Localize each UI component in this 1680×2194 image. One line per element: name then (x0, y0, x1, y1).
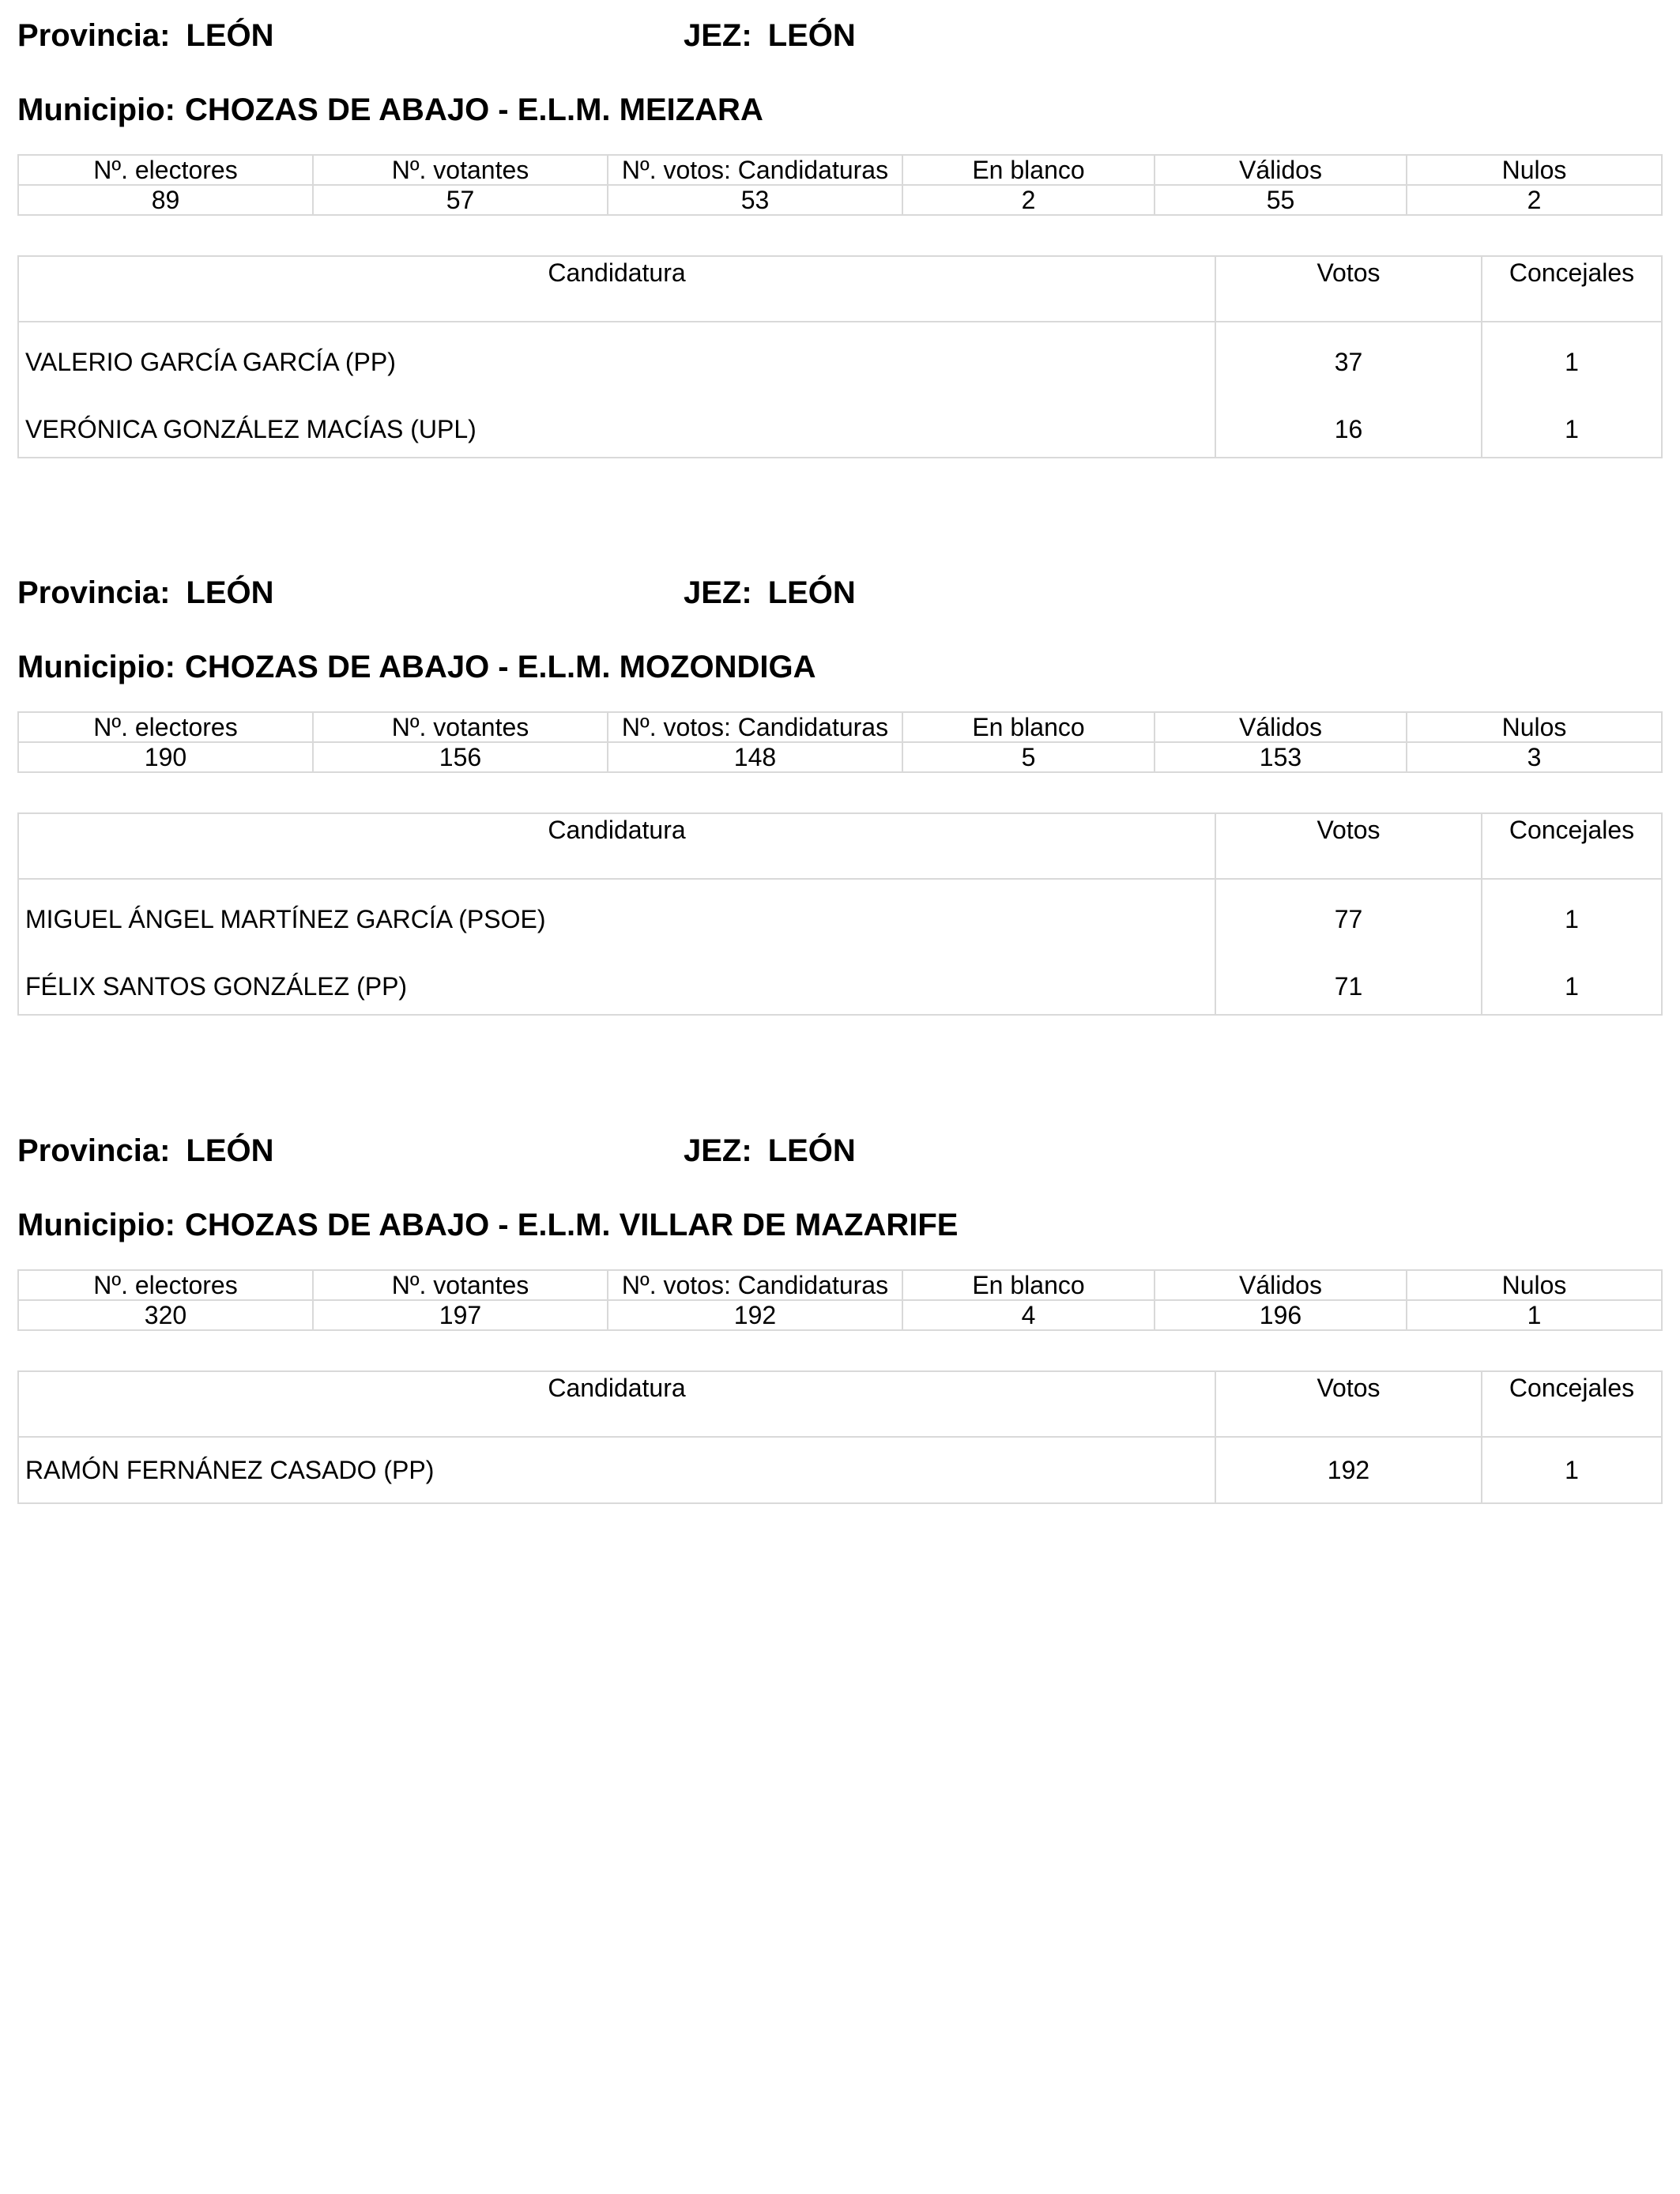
stats-value-cell: 196 (1155, 1300, 1407, 1330)
stats-header-cell: Válidos (1155, 155, 1407, 185)
stats-header-cell: Nulos (1407, 155, 1662, 185)
stats-header-row (18, 1270, 1662, 1300)
stats-header-row (18, 155, 1662, 185)
stats-value-cell: 2 (1407, 185, 1662, 215)
provincia-line (17, 12, 856, 59)
provincia-label: Provincia: (17, 575, 171, 610)
candidates-header-row (18, 256, 1662, 322)
stats-table (17, 711, 1663, 773)
concejales-header: Concejales (1482, 1371, 1662, 1437)
jez-line (684, 12, 856, 59)
jez-value: LEÓN (767, 1133, 856, 1168)
candidates-table (17, 1370, 1663, 1504)
candidate-concejales: 1 (1482, 879, 1662, 959)
candidates-header-row (18, 813, 1662, 879)
municipio-label: Municipio: (17, 650, 175, 684)
stats-value-cell: 192 (608, 1300, 902, 1330)
votos-header: Votos (1215, 813, 1482, 879)
jez-line (684, 569, 856, 616)
stats-header-cell: En blanco (902, 155, 1155, 185)
stats-value-cell: 2 (902, 185, 1155, 215)
stats-header-cell: Nº. votos: Candidaturas (608, 712, 902, 742)
municipio-line (17, 86, 763, 134)
stats-value-cell: 4 (902, 1300, 1155, 1330)
stats-value-row (18, 185, 1662, 215)
stats-header-cell: Nº. electores (18, 1270, 313, 1300)
candidate-votos: 77 (1215, 879, 1482, 959)
stats-value-cell: 320 (18, 1300, 313, 1330)
stats-header-cell: Válidos (1155, 1270, 1407, 1300)
stats-table (17, 1269, 1663, 1331)
municipio-value: CHOZAS DE ABAJO - E.L.M. VILLAR DE MAZARIFE (184, 1208, 959, 1242)
provincia-label: Provincia: (17, 1133, 171, 1168)
table-row (18, 879, 1662, 959)
candidates-header-row (18, 1371, 1662, 1437)
candidatura-header: Candidatura (18, 813, 1215, 879)
candidate-concejales: 1 (1482, 322, 1662, 401)
stats-value-row (18, 742, 1662, 772)
jez-line (684, 1127, 856, 1174)
table-row (18, 322, 1662, 401)
stats-header-row (18, 712, 1662, 742)
votos-header: Votos (1215, 1371, 1482, 1437)
stats-value-row (18, 1300, 1662, 1330)
stats-header-cell: Nº. votantes (313, 155, 608, 185)
concejales-header: Concejales (1482, 256, 1662, 322)
jez-value: LEÓN (767, 575, 856, 610)
municipio-line (17, 1201, 958, 1249)
candidate-concejales: 1 (1482, 959, 1662, 1015)
stats-value-cell: 55 (1155, 185, 1407, 215)
candidate-votos: 192 (1215, 1437, 1482, 1503)
table-row (18, 959, 1662, 1015)
stats-value-cell: 89 (18, 185, 313, 215)
votos-header: Votos (1215, 256, 1482, 322)
stats-value-cell: 148 (608, 742, 902, 772)
table-row (18, 401, 1662, 458)
stats-value-cell: 3 (1407, 742, 1662, 772)
municipio-label: Municipio: (17, 1208, 175, 1242)
provincia-value: LEÓN (186, 18, 274, 53)
stats-header-cell: Nº. votos: Candidaturas (608, 155, 902, 185)
municipio-label: Municipio: (17, 92, 175, 127)
stats-value-cell: 190 (18, 742, 313, 772)
provincia-label: Provincia: (17, 18, 171, 53)
candidate-name: FÉLIX SANTOS GONZÁLEZ (PP) (18, 959, 1215, 1015)
municipio-line (17, 643, 816, 691)
municipio-value: CHOZAS DE ABAJO - E.L.M. MOZONDIGA (184, 650, 816, 684)
jez-label: JEZ: (684, 18, 752, 53)
provincia-value: LEÓN (186, 1133, 274, 1168)
stats-value-cell: 57 (313, 185, 608, 215)
stats-value-cell: 53 (608, 185, 902, 215)
stats-value-cell: 156 (313, 742, 608, 772)
stats-value-cell: 1 (1407, 1300, 1662, 1330)
candidatura-header: Candidatura (18, 1371, 1215, 1437)
candidatura-header: Candidatura (18, 256, 1215, 322)
candidate-concejales: 1 (1482, 401, 1662, 458)
stats-header-cell: Nº. electores (18, 712, 313, 742)
stats-header-cell: Nº. electores (18, 155, 313, 185)
stats-header-cell: En blanco (902, 712, 1155, 742)
table-row (18, 1437, 1662, 1503)
stats-value-cell: 197 (313, 1300, 608, 1330)
stats-header-cell: Nº. votantes (313, 712, 608, 742)
candidate-name: MIGUEL ÁNGEL MARTÍNEZ GARCÍA (PSOE) (18, 879, 1215, 959)
candidate-name: RAMÓN FERNÁNEZ CASADO (PP) (18, 1437, 1215, 1503)
municipio-value: CHOZAS DE ABAJO - E.L.M. MEIZARA (184, 92, 763, 127)
candidate-name: VERÓNICA GONZÁLEZ MACÍAS (UPL) (18, 401, 1215, 458)
concejales-header: Concejales (1482, 813, 1662, 879)
candidate-votos: 37 (1215, 322, 1482, 401)
provincia-line (17, 569, 856, 616)
stats-header-cell: En blanco (902, 1270, 1155, 1300)
candidate-votos: 71 (1215, 959, 1482, 1015)
stats-header-cell: Válidos (1155, 712, 1407, 742)
candidates-table (17, 812, 1663, 1016)
stats-value-cell: 153 (1155, 742, 1407, 772)
candidate-concejales: 1 (1482, 1437, 1662, 1503)
stats-value-cell: 5 (902, 742, 1155, 772)
jez-label: JEZ: (684, 1133, 752, 1168)
provincia-value: LEÓN (186, 575, 274, 610)
candidate-votos: 16 (1215, 401, 1482, 458)
stats-header-cell: Nº. votantes (313, 1270, 608, 1300)
stats-header-cell: Nº. votos: Candidaturas (608, 1270, 902, 1300)
stats-header-cell: Nulos (1407, 712, 1662, 742)
candidates-table (17, 255, 1663, 458)
jez-value: LEÓN (767, 18, 856, 53)
candidate-name: VALERIO GARCÍA GARCÍA (PP) (18, 322, 1215, 401)
jez-label: JEZ: (684, 575, 752, 610)
stats-table (17, 154, 1663, 216)
stats-header-cell: Nulos (1407, 1270, 1662, 1300)
provincia-line (17, 1127, 856, 1174)
